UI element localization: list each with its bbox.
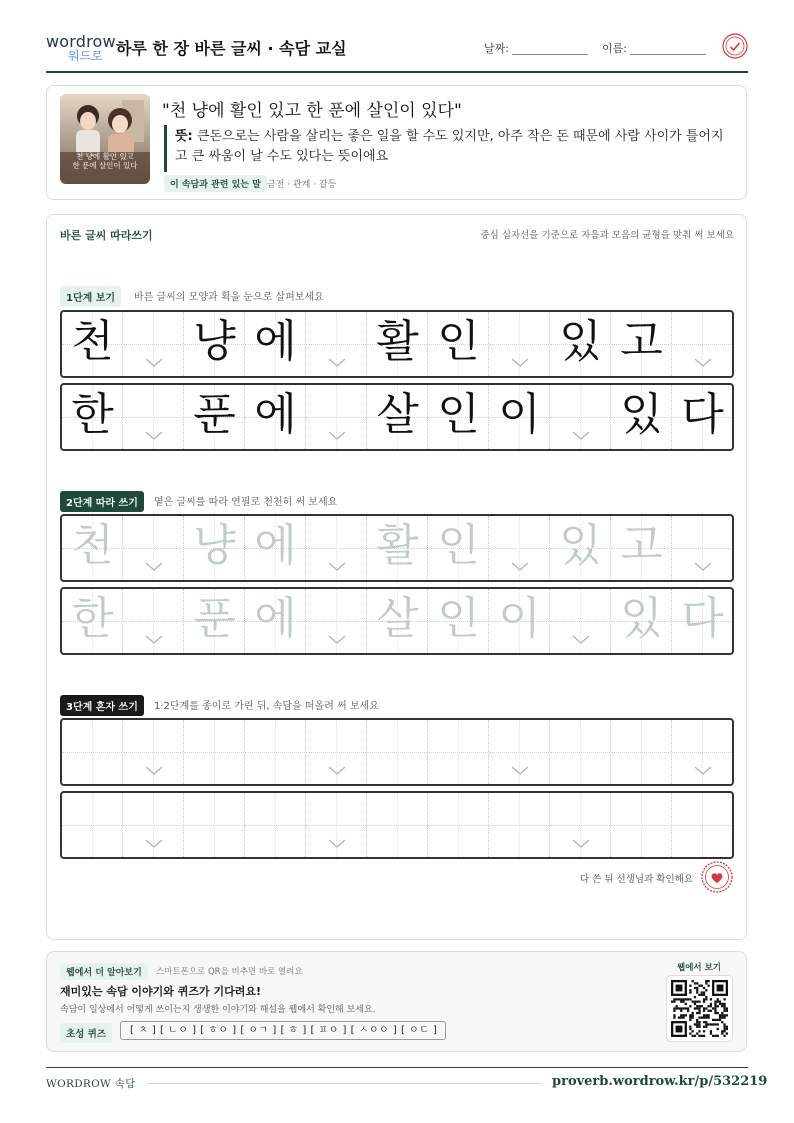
writing-cell[interactable] bbox=[489, 793, 550, 857]
header-divider bbox=[46, 71, 748, 73]
writing-char: 인 bbox=[437, 520, 480, 571]
meaning-accent-bar bbox=[164, 125, 167, 172]
writing-cell bbox=[611, 385, 672, 449]
check-stamp-icon bbox=[722, 33, 748, 59]
page-title: 하루 한 장 바른 글씨 · 속담 교실 bbox=[116, 39, 347, 58]
footer-line bbox=[148, 1083, 541, 1084]
quiz-tag: 초성 퀴즈 bbox=[60, 1023, 112, 1043]
writing-cell[interactable] bbox=[184, 589, 245, 653]
writing-char: 있 bbox=[559, 316, 602, 367]
writing-cell bbox=[62, 312, 123, 376]
writing-char: 한 bbox=[71, 593, 114, 644]
space-mark-icon bbox=[328, 562, 346, 571]
teacher-check-note: 다 쓴 뒤 선생님과 확인해요 bbox=[579, 874, 693, 885]
writing-cell[interactable] bbox=[306, 516, 367, 580]
writing-cell[interactable] bbox=[428, 720, 489, 784]
writing-char: 푼 bbox=[193, 389, 236, 440]
writing-cell bbox=[123, 385, 184, 449]
writing-cell[interactable] bbox=[550, 516, 611, 580]
writing-cell[interactable] bbox=[367, 516, 428, 580]
writing-cell[interactable] bbox=[245, 793, 306, 857]
space-mark-icon bbox=[145, 635, 163, 644]
writing-char: 에 bbox=[254, 316, 297, 367]
space-mark-icon bbox=[694, 358, 712, 367]
writing-char: 고 bbox=[620, 316, 663, 367]
writing-char: 인 bbox=[437, 389, 480, 440]
writing-char: 있 bbox=[620, 593, 663, 644]
qr-label: 웹에서 보기 bbox=[676, 963, 721, 973]
writing-cell[interactable] bbox=[367, 720, 428, 784]
writing-cell bbox=[306, 312, 367, 376]
writing-cell[interactable] bbox=[62, 720, 123, 784]
writing-char: 천 bbox=[71, 316, 114, 367]
illustration-caption-line2: 한 푼에 살인이 있다 bbox=[72, 161, 138, 170]
writing-char: 다 bbox=[681, 389, 724, 440]
space-mark-icon bbox=[511, 766, 529, 775]
step3-row2[interactable] bbox=[60, 791, 734, 859]
footer-divider bbox=[46, 1067, 748, 1068]
writing-cell[interactable] bbox=[184, 793, 245, 857]
web-subtext: 스마트폰으로 QR을 비추면 바로 열려요 bbox=[156, 967, 303, 977]
space-mark-icon bbox=[328, 358, 346, 367]
writing-cell[interactable] bbox=[62, 516, 123, 580]
name-label: 이름: bbox=[602, 42, 627, 55]
writing-char: 냥 bbox=[193, 520, 236, 571]
writing-char: 인 bbox=[437, 593, 480, 644]
step2-tag: 2단계 따라 쓰기 bbox=[60, 491, 144, 512]
date-label: 날짜: bbox=[484, 42, 509, 55]
writing-cell[interactable] bbox=[489, 720, 550, 784]
related-keywords: 금전 · 관계 · 갈등 bbox=[267, 180, 337, 190]
writing-cell bbox=[367, 312, 428, 376]
writing-cell[interactable] bbox=[123, 589, 184, 653]
writing-cell[interactable] bbox=[123, 793, 184, 857]
writing-char: 냥 bbox=[193, 316, 236, 367]
space-mark-icon bbox=[145, 839, 163, 848]
writing-cell bbox=[367, 385, 428, 449]
step1-row1 bbox=[60, 310, 734, 378]
logo-korean: 워드로 bbox=[68, 49, 103, 63]
step1-desc: 바른 글씨의 모양과 획을 눈으로 살펴보세요 bbox=[134, 292, 324, 303]
qr-code[interactable] bbox=[666, 975, 733, 1042]
writing-cell[interactable] bbox=[62, 589, 123, 653]
date-field[interactable] bbox=[512, 54, 588, 55]
writing-cell[interactable] bbox=[184, 720, 245, 784]
space-mark-icon bbox=[145, 562, 163, 571]
writing-cell[interactable] bbox=[123, 720, 184, 784]
web-tag: 웹에서 더 알아보기 bbox=[60, 963, 148, 980]
writing-char: 이 bbox=[498, 389, 541, 440]
space-mark-icon bbox=[694, 766, 712, 775]
writing-cell bbox=[245, 312, 306, 376]
writing-cell[interactable] bbox=[550, 589, 611, 653]
writing-cell[interactable] bbox=[367, 589, 428, 653]
writing-char: 이 bbox=[498, 593, 541, 644]
writing-cell[interactable] bbox=[245, 720, 306, 784]
web-body: 속담이 일상에서 어떻게 쓰이는지 생생한 이야기와 해설을 웹에서 확인해 보세요. bbox=[60, 1005, 376, 1015]
writing-cell bbox=[489, 312, 550, 376]
name-field[interactable] bbox=[630, 54, 706, 55]
writing-cell bbox=[245, 385, 306, 449]
meaning-text: 큰돈으로는 사람을 살리는 좋은 일을 할 수도 있지만, 아주 작은 돈 때문에 사람 사이가 틀어지고 큰 싸움이 날 수도 있다는 뜻이에요 bbox=[175, 129, 724, 164]
writing-char: 있 bbox=[620, 389, 663, 440]
writing-cell[interactable] bbox=[611, 793, 672, 857]
writing-char: 활 bbox=[376, 316, 419, 367]
chosung-quiz-box: [ ㅊ ] [ ㄴㅇ ] [ ㅎㅇ ] [ ㅇㄱ ] [ ㅎ ] [ ㅍㅇ ] [ ㅅㅇㅇ ] [ ㅇㄷ ] bbox=[120, 1021, 446, 1040]
writing-cell[interactable] bbox=[428, 589, 489, 653]
writing-cell bbox=[306, 385, 367, 449]
writing-cell bbox=[184, 312, 245, 376]
practice-note: 중심 십자선을 기준으로 자음과 모음의 균형을 맞춰 써 보세요 bbox=[480, 230, 734, 241]
web-headline: 재미있는 속담 이야기와 퀴즈가 기다려요! bbox=[60, 985, 261, 998]
writing-cell[interactable] bbox=[489, 589, 550, 653]
space-mark-icon bbox=[328, 839, 346, 848]
writing-cell bbox=[611, 312, 672, 376]
meaning-label: 뜻: bbox=[175, 129, 193, 144]
writing-cell[interactable] bbox=[123, 516, 184, 580]
writing-cell[interactable] bbox=[245, 516, 306, 580]
writing-cell[interactable] bbox=[428, 793, 489, 857]
writing-cell[interactable] bbox=[550, 793, 611, 857]
writing-cell[interactable] bbox=[245, 589, 306, 653]
writing-cell[interactable] bbox=[611, 516, 672, 580]
writing-cell bbox=[672, 312, 733, 376]
writing-cell[interactable] bbox=[611, 720, 672, 784]
space-mark-icon bbox=[145, 358, 163, 367]
writing-char: 한 bbox=[71, 389, 114, 440]
step2-row2[interactable] bbox=[60, 587, 734, 655]
writing-cell[interactable] bbox=[672, 589, 733, 653]
writing-cell bbox=[62, 385, 123, 449]
space-mark-icon bbox=[145, 766, 163, 775]
related-words-tag: 이 속담과 관련 있는 말 bbox=[164, 175, 267, 192]
step2-desc: 옅은 글씨를 따라 연필로 천천히 써 보세요 bbox=[154, 497, 338, 508]
footer-brand: WORDROW 속담 bbox=[46, 1078, 136, 1090]
writing-cell[interactable] bbox=[489, 516, 550, 580]
writing-cell[interactable] bbox=[428, 516, 489, 580]
writing-cell bbox=[672, 385, 733, 449]
step3-row1[interactable] bbox=[60, 718, 734, 786]
space-mark-icon bbox=[511, 562, 529, 571]
writing-cell[interactable] bbox=[672, 516, 733, 580]
wordrow-logo bbox=[46, 32, 116, 63]
writing-cell bbox=[184, 385, 245, 449]
writing-cell[interactable] bbox=[611, 589, 672, 653]
writing-char: 에 bbox=[254, 520, 297, 571]
writing-char: 천 bbox=[71, 520, 114, 571]
writing-cell bbox=[550, 385, 611, 449]
space-mark-icon bbox=[328, 766, 346, 775]
qr-code-icon bbox=[671, 980, 728, 1037]
step3-desc: 1·2단계를 종이로 가린 뒤, 속담을 떠올려 써 보세요 bbox=[154, 701, 379, 712]
writing-char: 고 bbox=[620, 520, 663, 571]
heart-stamp-icon bbox=[701, 861, 733, 893]
writing-cell[interactable] bbox=[306, 793, 367, 857]
writing-cell[interactable] bbox=[306, 720, 367, 784]
writing-char: 푼 bbox=[193, 593, 236, 644]
space-mark-icon bbox=[511, 358, 529, 367]
writing-char: 에 bbox=[254, 389, 297, 440]
step1-row2 bbox=[60, 383, 734, 451]
space-mark-icon bbox=[572, 635, 590, 644]
writing-cell bbox=[428, 312, 489, 376]
writing-cell bbox=[489, 385, 550, 449]
proverb-text: "천 냥에 활인 있고 한 푼에 살인이 있다" bbox=[162, 101, 462, 121]
writing-char: 인 bbox=[437, 316, 480, 367]
step1-tag: 1단계 보기 bbox=[60, 286, 121, 307]
meaning-block bbox=[175, 127, 735, 167]
writing-cell[interactable] bbox=[550, 720, 611, 784]
step3-tag: 3단계 혼자 쓰기 bbox=[60, 695, 144, 716]
writing-cell[interactable] bbox=[367, 793, 428, 857]
writing-char: 활 bbox=[376, 520, 419, 571]
space-mark-icon bbox=[694, 562, 712, 571]
practice-title: 바른 글씨 따라쓰기 bbox=[60, 229, 153, 242]
writing-cell bbox=[550, 312, 611, 376]
footer-url[interactable]: proverb.wordrow.kr/p/532219 bbox=[552, 1074, 768, 1089]
space-mark-icon bbox=[145, 431, 163, 440]
writing-cell[interactable] bbox=[672, 793, 733, 857]
space-mark-icon bbox=[328, 635, 346, 644]
writing-cell bbox=[428, 385, 489, 449]
logo-wordmark: wordrow bbox=[46, 32, 116, 51]
space-mark-icon bbox=[572, 431, 590, 440]
space-mark-icon bbox=[572, 839, 590, 848]
writing-char: 에 bbox=[254, 593, 297, 644]
writing-cell[interactable] bbox=[672, 720, 733, 784]
step2-row1[interactable] bbox=[60, 514, 734, 582]
writing-char: 있 bbox=[559, 520, 602, 571]
writing-char: 살 bbox=[376, 593, 419, 644]
writing-cell[interactable] bbox=[62, 793, 123, 857]
writing-cell[interactable] bbox=[306, 589, 367, 653]
writing-char: 다 bbox=[681, 593, 724, 644]
space-mark-icon bbox=[328, 431, 346, 440]
writing-char: 살 bbox=[376, 389, 419, 440]
proverb-illustration bbox=[60, 94, 150, 184]
writing-cell[interactable] bbox=[184, 516, 245, 580]
writing-cell bbox=[123, 312, 184, 376]
illustration-caption-line1: 천 냥에 활인 있고 bbox=[76, 152, 134, 161]
